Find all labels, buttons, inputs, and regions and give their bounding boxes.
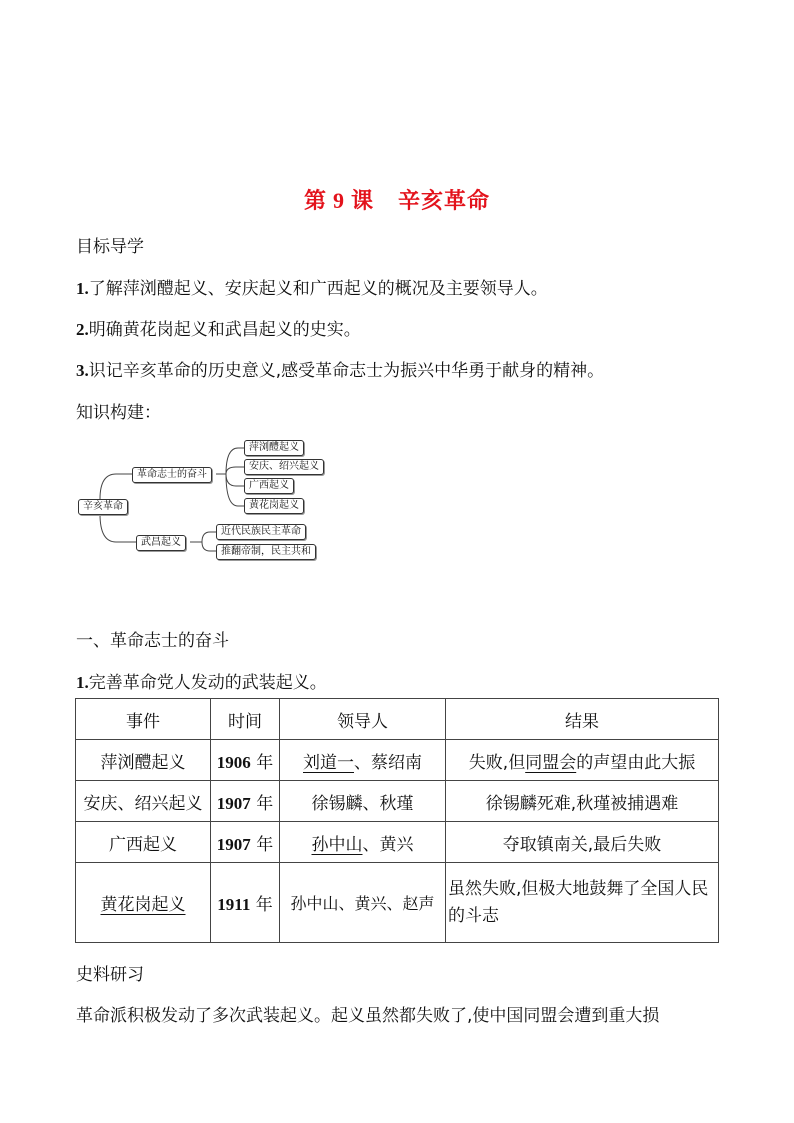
year-cell [211,863,280,943]
leaders-cell: 孙中山、黄兴、赵声 [280,863,446,943]
table-row [76,781,719,822]
goal-number: 2. [76,320,89,339]
tree-leaf: 安庆、绍兴起义 [244,459,324,475]
year-unit: 年 [255,895,273,915]
research-heading: 史料研习 [76,965,144,985]
task-line [76,668,327,693]
year-value: 1907 [216,793,251,813]
section-heading: 一、革命志士的奋斗 [76,631,229,651]
table-row [76,740,719,781]
event-cell: 萍浏醴起义 [76,740,211,781]
lesson-number: 9 [332,188,345,213]
table-row [76,822,719,863]
result-underlined: 同盟会 [525,752,577,773]
goal-text: 明确黄花岗起义和武昌起义的史实。 [88,320,361,340]
goal-item [76,356,604,381]
col-header: 时间 [211,699,280,740]
result-cell: 夺取镇南关,最后失败 [446,822,719,863]
tree-branch: 革命志士的奋斗 [132,467,212,483]
year-value: 1911 [217,895,251,914]
tree-leaf: 近代民族民主革命 [216,524,306,540]
table-header-row [76,699,719,740]
leader-underlined: 刘道一 [303,752,354,773]
goal-text: 了解萍浏醴起义、安庆起义和广西起义的概况及主要领导人。 [88,279,548,299]
table-row [76,863,719,943]
tree-leaf: 广西起义 [244,478,294,494]
goal-number: 1. [76,279,89,298]
goal-item [76,274,548,299]
tree-leaf: 萍浏醴起义 [244,440,304,456]
goal-number: 3. [76,361,89,380]
event-cell: 广西起义 [76,822,211,863]
task-number: 1. [76,673,89,692]
year-cell [211,781,280,822]
year-cell [211,740,280,781]
tree-leaf: 黄花岗起义 [244,498,304,514]
event-cell [76,863,211,943]
result-text: 的声望由此大振 [576,752,696,773]
lesson-suffix: 课 [350,189,374,214]
leader-underlined: 孙中山 [311,834,363,855]
tree-root: 辛亥革命 [78,499,128,515]
event-cell: 安庆、绍兴起义 [76,781,211,822]
event-underlined: 黄花岗起义 [100,895,186,915]
knowledge-tree [76,436,356,566]
year-unit: 年 [256,752,274,773]
leaders-cell [280,822,446,863]
leader-text: 、黄兴 [362,834,414,855]
year-value: 1906 [216,752,251,772]
year-value: 1907 [216,834,251,854]
lesson-title [0,184,794,215]
goal-item [76,315,361,340]
leaders-cell: 徐锡麟、秋瑾 [280,781,446,822]
knowledge-heading: 知识构建： [76,403,161,423]
col-header: 领导人 [280,699,446,740]
result-cell [446,740,719,781]
lesson-name: 辛亥革命 [398,189,491,214]
goals-heading: 目标导学 [76,237,144,257]
result-cell: 虽然失败,但极大地鼓舞了全国人民的斗志 [446,863,719,943]
leaders-cell [280,740,446,781]
task-text: 完善革命党人发动的武装起义。 [88,673,327,693]
year-cell [211,822,280,863]
year-unit: 年 [256,793,274,814]
tree-branch: 武昌起义 [136,535,186,551]
result-text: 失败,但 [468,752,526,773]
uprisings-table [75,698,719,943]
research-text: 革命派积极发动了多次武装起义。起义虽然都失败了,使中国同盟会遭到重大损 [76,1006,660,1026]
year-unit: 年 [256,834,274,855]
col-header: 事件 [76,699,211,740]
leader-text: 、蔡绍南 [354,752,422,773]
goal-text: 识记辛亥革命的历史意义,感受革命志士为振兴中华勇于献身的精神。 [88,361,605,381]
tree-leaf: 推翻帝制，民主共和 [216,544,316,560]
col-header: 结果 [446,699,719,740]
result-cell: 徐锡麟死难,秋瑾被捕遇难 [446,781,719,822]
lesson-prefix: 第 [303,189,327,214]
